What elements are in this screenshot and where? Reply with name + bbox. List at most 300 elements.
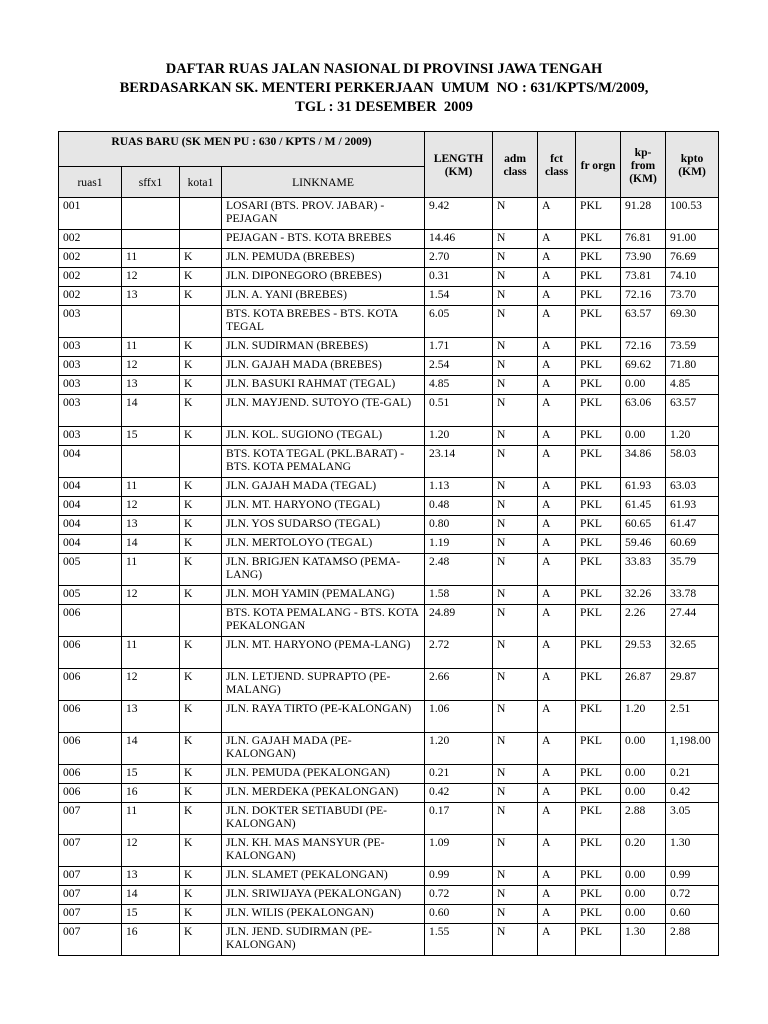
table-row <box>59 478 719 497</box>
cell-fct-class: A <box>538 497 576 516</box>
cell-kota1 <box>180 306 222 338</box>
cell-kpto: 1,198.00 <box>666 733 719 765</box>
cell-sffx1: 14 <box>122 733 180 765</box>
cell-fr-orgn: PKL <box>576 733 621 765</box>
road-table <box>58 131 719 956</box>
table-row <box>59 586 719 605</box>
cell-kpto: 100.53 <box>666 198 719 230</box>
table-row <box>59 230 719 249</box>
cell-adm-class: N <box>493 338 538 357</box>
cell-kota1: K <box>180 249 222 268</box>
cell-kp-from: 69.62 <box>621 357 666 376</box>
table-row <box>59 446 719 478</box>
cell-fr-orgn: PKL <box>576 516 621 535</box>
cell-kpto: 29.87 <box>666 669 719 701</box>
cell-kp-from: 73.90 <box>621 249 666 268</box>
cell-length: 2.72 <box>425 637 493 669</box>
cell-adm-class: N <box>493 586 538 605</box>
cell-fct-class: A <box>538 198 576 230</box>
cell-length: 0.31 <box>425 268 493 287</box>
cell-adm-class: N <box>493 427 538 446</box>
cell-fr-orgn: PKL <box>576 784 621 803</box>
cell-adm-class: N <box>493 765 538 784</box>
header-fct-class: fct class <box>538 132 576 198</box>
cell-sffx1: 15 <box>122 905 180 924</box>
cell-kp-from: 0.00 <box>621 427 666 446</box>
cell-sffx1: 16 <box>122 924 180 956</box>
table-row <box>59 554 719 586</box>
cell-kota1: K <box>180 338 222 357</box>
cell-kpto: 3.05 <box>666 803 719 835</box>
table-row <box>59 287 719 306</box>
cell-kota1 <box>180 446 222 478</box>
cell-kp-from: 72.16 <box>621 338 666 357</box>
cell-ruas1: 007 <box>59 886 122 905</box>
cell-adm-class: N <box>493 669 538 701</box>
cell-kp-from: 0.00 <box>621 376 666 395</box>
cell-fr-orgn: PKL <box>576 306 621 338</box>
cell-linkname: JLN. KH. MAS MANSYUR (PE-KALONGAN) <box>222 835 425 867</box>
table-row <box>59 924 719 956</box>
cell-kp-from: 0.00 <box>621 886 666 905</box>
table-row <box>59 395 719 427</box>
cell-ruas1: 004 <box>59 478 122 497</box>
cell-ruas1: 007 <box>59 867 122 886</box>
cell-ruas1: 006 <box>59 669 122 701</box>
cell-linkname: LOSARI (BTS. PROV. JABAR) - PEJAGAN <box>222 198 425 230</box>
cell-ruas1: 007 <box>59 924 122 956</box>
cell-linkname: JLN. KOL. SUGIONO (TEGAL) <box>222 427 425 446</box>
cell-sffx1: 11 <box>122 803 180 835</box>
cell-adm-class: N <box>493 395 538 427</box>
cell-fr-orgn: PKL <box>576 230 621 249</box>
cell-ruas1: 004 <box>59 535 122 554</box>
cell-length: 0.80 <box>425 516 493 535</box>
cell-ruas1: 006 <box>59 701 122 733</box>
cell-length: 1.20 <box>425 733 493 765</box>
cell-kpto: 4.85 <box>666 376 719 395</box>
cell-ruas1: 004 <box>59 497 122 516</box>
cell-fct-class: A <box>538 905 576 924</box>
cell-ruas1: 006 <box>59 605 122 637</box>
cell-kpto: 35.79 <box>666 554 719 586</box>
cell-sffx1: 12 <box>122 497 180 516</box>
cell-ruas1: 002 <box>59 249 122 268</box>
table-row <box>59 669 719 701</box>
cell-kota1: K <box>180 287 222 306</box>
cell-fct-class: A <box>538 287 576 306</box>
cell-fr-orgn: PKL <box>576 586 621 605</box>
header-sffx1: sffx1 <box>122 167 180 198</box>
cell-fct-class: A <box>538 701 576 733</box>
cell-kpto: 91.00 <box>666 230 719 249</box>
cell-adm-class: N <box>493 516 538 535</box>
cell-linkname: JLN. MERDEKA (PEKALONGAN) <box>222 784 425 803</box>
cell-linkname: JLN. PEMUDA (BREBES) <box>222 249 425 268</box>
cell-fct-class: A <box>538 338 576 357</box>
cell-sffx1: 15 <box>122 427 180 446</box>
cell-fct-class: A <box>538 535 576 554</box>
cell-length: 0.72 <box>425 886 493 905</box>
cell-adm-class: N <box>493 535 538 554</box>
cell-kp-from: 34.86 <box>621 446 666 478</box>
cell-kp-from: 0.00 <box>621 867 666 886</box>
cell-fr-orgn: PKL <box>576 446 621 478</box>
cell-sffx1: 12 <box>122 835 180 867</box>
cell-fct-class: A <box>538 478 576 497</box>
cell-fct-class: A <box>538 733 576 765</box>
cell-adm-class: N <box>493 886 538 905</box>
cell-kpto: 0.42 <box>666 784 719 803</box>
cell-linkname: JLN. BRIGJEN KATAMSO (PEMA-LANG) <box>222 554 425 586</box>
cell-kp-from: 0.00 <box>621 765 666 784</box>
cell-fct-class: A <box>538 669 576 701</box>
cell-kp-from: 0.00 <box>621 784 666 803</box>
cell-adm-class: N <box>493 446 538 478</box>
table-row <box>59 497 719 516</box>
cell-fct-class: A <box>538 516 576 535</box>
table-row <box>59 733 719 765</box>
cell-fct-class: A <box>538 637 576 669</box>
cell-kota1: K <box>180 554 222 586</box>
cell-kp-from: 60.65 <box>621 516 666 535</box>
cell-adm-class: N <box>493 249 538 268</box>
table-row <box>59 357 719 376</box>
cell-ruas1: 003 <box>59 357 122 376</box>
cell-kp-from: 73.81 <box>621 268 666 287</box>
cell-fct-class: A <box>538 230 576 249</box>
cell-adm-class: N <box>493 478 538 497</box>
cell-length: 24.89 <box>425 605 493 637</box>
table-row <box>59 376 719 395</box>
cell-linkname: JLN. RAYA TIRTO (PE-KALONGAN) <box>222 701 425 733</box>
cell-ruas1: 003 <box>59 338 122 357</box>
table-row <box>59 249 719 268</box>
cell-ruas1: 007 <box>59 835 122 867</box>
cell-kota1: K <box>180 803 222 835</box>
cell-sffx1: 13 <box>122 516 180 535</box>
cell-kota1: K <box>180 637 222 669</box>
cell-ruas1: 006 <box>59 637 122 669</box>
cell-adm-class: N <box>493 357 538 376</box>
cell-length: 4.85 <box>425 376 493 395</box>
cell-fct-class: A <box>538 395 576 427</box>
cell-adm-class: N <box>493 287 538 306</box>
cell-adm-class: N <box>493 268 538 287</box>
cell-kp-from: 61.93 <box>621 478 666 497</box>
cell-length: 0.17 <box>425 803 493 835</box>
cell-ruas1: 006 <box>59 784 122 803</box>
cell-fct-class: A <box>538 605 576 637</box>
cell-kp-from: 91.28 <box>621 198 666 230</box>
cell-fct-class: A <box>538 446 576 478</box>
cell-fr-orgn: PKL <box>576 905 621 924</box>
cell-length: 0.42 <box>425 784 493 803</box>
cell-fr-orgn: PKL <box>576 338 621 357</box>
cell-kpto: 58.03 <box>666 446 719 478</box>
cell-sffx1: 11 <box>122 338 180 357</box>
cell-kpto: 1.20 <box>666 427 719 446</box>
cell-kota1: K <box>180 886 222 905</box>
cell-fr-orgn: PKL <box>576 287 621 306</box>
table-row <box>59 306 719 338</box>
cell-length: 0.21 <box>425 765 493 784</box>
cell-kota1 <box>180 198 222 230</box>
header-linkname: LINKNAME <box>222 167 425 198</box>
table-row <box>59 784 719 803</box>
cell-kp-from: 1.30 <box>621 924 666 956</box>
cell-sffx1: 11 <box>122 554 180 586</box>
cell-ruas1: 005 <box>59 586 122 605</box>
cell-linkname: JLN. MOH YAMIN (PEMALANG) <box>222 586 425 605</box>
cell-ruas1: 003 <box>59 395 122 427</box>
cell-kp-from: 0.00 <box>621 905 666 924</box>
cell-sffx1: 13 <box>122 287 180 306</box>
cell-kota1: K <box>180 357 222 376</box>
cell-linkname: JLN. MT. HARYONO (TEGAL) <box>222 497 425 516</box>
cell-linkname: JLN. MT. HARYONO (PEMA-LANG) <box>222 637 425 669</box>
cell-kp-from: 32.26 <box>621 586 666 605</box>
cell-fr-orgn: PKL <box>576 249 621 268</box>
cell-sffx1 <box>122 446 180 478</box>
cell-kp-from: 63.06 <box>621 395 666 427</box>
cell-adm-class: N <box>493 803 538 835</box>
cell-kpto: 73.59 <box>666 338 719 357</box>
table-row <box>59 535 719 554</box>
cell-sffx1: 11 <box>122 637 180 669</box>
cell-fct-class: A <box>538 376 576 395</box>
cell-kp-from: 33.83 <box>621 554 666 586</box>
cell-kpto: 0.21 <box>666 765 719 784</box>
cell-kota1: K <box>180 395 222 427</box>
cell-fct-class: A <box>538 803 576 835</box>
cell-kota1: K <box>180 733 222 765</box>
cell-kpto: 63.03 <box>666 478 719 497</box>
cell-fct-class: A <box>538 427 576 446</box>
table-body <box>59 198 719 956</box>
cell-fct-class: A <box>538 765 576 784</box>
cell-length: 1.06 <box>425 701 493 733</box>
cell-sffx1: 12 <box>122 586 180 605</box>
cell-kpto: 63.57 <box>666 395 719 427</box>
cell-sffx1: 11 <box>122 249 180 268</box>
cell-kp-from: 1.20 <box>621 701 666 733</box>
cell-kota1: K <box>180 905 222 924</box>
cell-ruas1: 002 <box>59 230 122 249</box>
cell-adm-class: N <box>493 924 538 956</box>
cell-kp-from: 61.45 <box>621 497 666 516</box>
cell-linkname: JLN. GAJAH MADA (PE-KALONGAN) <box>222 733 425 765</box>
cell-sffx1: 14 <box>122 395 180 427</box>
cell-length: 1.71 <box>425 338 493 357</box>
cell-sffx1 <box>122 198 180 230</box>
table-row <box>59 198 719 230</box>
cell-adm-class: N <box>493 701 538 733</box>
cell-kp-from: 2.88 <box>621 803 666 835</box>
cell-adm-class: N <box>493 497 538 516</box>
cell-fr-orgn: PKL <box>576 867 621 886</box>
title-line-2: BERDASARKAN SK. MENTERI PERKERJAAN UMUM NO : 631/KPTS/M/2009, <box>119 80 649 96</box>
header-adm-class: adm class <box>493 132 538 198</box>
cell-adm-class: N <box>493 230 538 249</box>
cell-linkname: JLN. GAJAH MADA (TEGAL) <box>222 478 425 497</box>
cell-kpto: 74.10 <box>666 268 719 287</box>
cell-linkname: JLN. PEMUDA (PEKALONGAN) <box>222 765 425 784</box>
cell-ruas1: 005 <box>59 554 122 586</box>
cell-fr-orgn: PKL <box>576 198 621 230</box>
table-row <box>59 605 719 637</box>
table-row <box>59 516 719 535</box>
cell-fct-class: A <box>538 784 576 803</box>
cell-kota1: K <box>180 701 222 733</box>
cell-adm-class: N <box>493 198 538 230</box>
cell-kpto: 2.88 <box>666 924 719 956</box>
cell-kpto: 76.69 <box>666 249 719 268</box>
cell-kota1: K <box>180 924 222 956</box>
cell-ruas1: 003 <box>59 306 122 338</box>
cell-kp-from: 63.57 <box>621 306 666 338</box>
header-ruas-baru: RUAS BARU (SK MEN PU : 630 / KPTS / M / 2009) <box>59 132 425 167</box>
cell-fct-class: A <box>538 249 576 268</box>
cell-fct-class: A <box>538 886 576 905</box>
cell-length: 1.13 <box>425 478 493 497</box>
cell-adm-class: N <box>493 637 538 669</box>
cell-fct-class: A <box>538 586 576 605</box>
cell-length: 9.42 <box>425 198 493 230</box>
cell-length: 2.70 <box>425 249 493 268</box>
cell-kota1: K <box>180 535 222 554</box>
cell-linkname: JLN. GAJAH MADA (BREBES) <box>222 357 425 376</box>
cell-fr-orgn: PKL <box>576 376 621 395</box>
cell-linkname: JLN. SRIWIJAYA (PEKALONGAN) <box>222 886 425 905</box>
cell-sffx1 <box>122 230 180 249</box>
cell-kpto: 61.47 <box>666 516 719 535</box>
cell-adm-class: N <box>493 733 538 765</box>
cell-fct-class: A <box>538 306 576 338</box>
cell-sffx1: 12 <box>122 268 180 287</box>
cell-ruas1: 007 <box>59 803 122 835</box>
cell-sffx1: 16 <box>122 784 180 803</box>
cell-ruas1: 006 <box>59 733 122 765</box>
cell-kpto: 32.65 <box>666 637 719 669</box>
cell-linkname: JLN. YOS SUDARSO (TEGAL) <box>222 516 425 535</box>
cell-adm-class: N <box>493 867 538 886</box>
cell-length: 2.66 <box>425 669 493 701</box>
cell-kota1: K <box>180 427 222 446</box>
title-line-1: DAFTAR RUAS JALAN NASIONAL DI PROVINSI JAWA TENGAH <box>165 61 603 77</box>
cell-fr-orgn: PKL <box>576 268 621 287</box>
cell-ruas1: 002 <box>59 268 122 287</box>
header-fr-orgn: fr orgn <box>576 132 621 198</box>
header-length: LENGTH (KM) <box>425 132 493 198</box>
cell-sffx1: 13 <box>122 376 180 395</box>
cell-fct-class: A <box>538 268 576 287</box>
cell-length: 1.58 <box>425 586 493 605</box>
cell-kota1: K <box>180 268 222 287</box>
cell-sffx1 <box>122 306 180 338</box>
cell-fct-class: A <box>538 554 576 586</box>
cell-kpto: 61.93 <box>666 497 719 516</box>
cell-linkname: BTS. KOTA BREBES - BTS. KOTA TEGAL <box>222 306 425 338</box>
title-line-3: TGL : 31 DESEMBER 2009 <box>295 99 473 115</box>
cell-linkname: JLN. SUDIRMAN (BREBES) <box>222 338 425 357</box>
cell-kpto: 0.60 <box>666 905 719 924</box>
header-kpto: kpto (KM) <box>666 132 719 198</box>
cell-adm-class: N <box>493 554 538 586</box>
cell-length: 14.46 <box>425 230 493 249</box>
table-row <box>59 905 719 924</box>
cell-kota1: K <box>180 765 222 784</box>
cell-ruas1: 002 <box>59 287 122 306</box>
cell-length: 6.05 <box>425 306 493 338</box>
cell-fr-orgn: PKL <box>576 924 621 956</box>
cell-linkname: JLN. MAYJEND. SUTOYO (TE-GAL) <box>222 395 425 427</box>
cell-length: 0.48 <box>425 497 493 516</box>
cell-kp-from: 26.87 <box>621 669 666 701</box>
header-ruas1: ruas1 <box>59 167 122 198</box>
cell-kota1: K <box>180 867 222 886</box>
cell-adm-class: N <box>493 784 538 803</box>
cell-fr-orgn: PKL <box>576 554 621 586</box>
cell-fr-orgn: PKL <box>576 886 621 905</box>
cell-adm-class: N <box>493 376 538 395</box>
cell-sffx1: 13 <box>122 867 180 886</box>
cell-kpto: 27.44 <box>666 605 719 637</box>
cell-linkname: JLN. WILIS (PEKALONGAN) <box>222 905 425 924</box>
cell-linkname: JLN. DOKTER SETIABUDI (PE-KALONGAN) <box>222 803 425 835</box>
cell-fr-orgn: PKL <box>576 669 621 701</box>
table-row <box>59 637 719 669</box>
cell-kpto: 73.70 <box>666 287 719 306</box>
cell-fr-orgn: PKL <box>576 497 621 516</box>
table-row <box>59 338 719 357</box>
cell-fr-orgn: PKL <box>576 357 621 376</box>
table-row <box>59 803 719 835</box>
cell-sffx1: 12 <box>122 669 180 701</box>
cell-fr-orgn: PKL <box>576 637 621 669</box>
cell-linkname: JLN. BASUKI RAHMAT (TEGAL) <box>222 376 425 395</box>
cell-length: 1.19 <box>425 535 493 554</box>
cell-kpto: 2.51 <box>666 701 719 733</box>
cell-length: 0.60 <box>425 905 493 924</box>
cell-kp-from: 0.00 <box>621 733 666 765</box>
header-kota1: kota1 <box>180 167 222 198</box>
cell-fr-orgn: PKL <box>576 765 621 784</box>
cell-linkname: BTS. KOTA TEGAL (PKL.BARAT) - BTS. KOTA PEMALANG <box>222 446 425 478</box>
cell-kp-from: 29.53 <box>621 637 666 669</box>
cell-linkname: JLN. DIPONEGORO (BREBES) <box>222 268 425 287</box>
cell-fr-orgn: PKL <box>576 701 621 733</box>
cell-ruas1: 001 <box>59 198 122 230</box>
cell-linkname: JLN. MERTOLOYO (TEGAL) <box>222 535 425 554</box>
cell-kota1: K <box>180 478 222 497</box>
cell-sffx1: 13 <box>122 701 180 733</box>
cell-fr-orgn: PKL <box>576 835 621 867</box>
cell-sffx1: 14 <box>122 886 180 905</box>
cell-linkname: JLN. SLAMET (PEKALONGAN) <box>222 867 425 886</box>
header-kp-from: kp- from (KM) <box>621 132 666 198</box>
cell-fr-orgn: PKL <box>576 395 621 427</box>
cell-sffx1: 11 <box>122 478 180 497</box>
table-row <box>59 268 719 287</box>
cell-ruas1: 007 <box>59 905 122 924</box>
cell-length: 2.48 <box>425 554 493 586</box>
cell-fct-class: A <box>538 357 576 376</box>
table-row <box>59 765 719 784</box>
cell-adm-class: N <box>493 306 538 338</box>
cell-kp-from: 72.16 <box>621 287 666 306</box>
cell-kota1 <box>180 605 222 637</box>
